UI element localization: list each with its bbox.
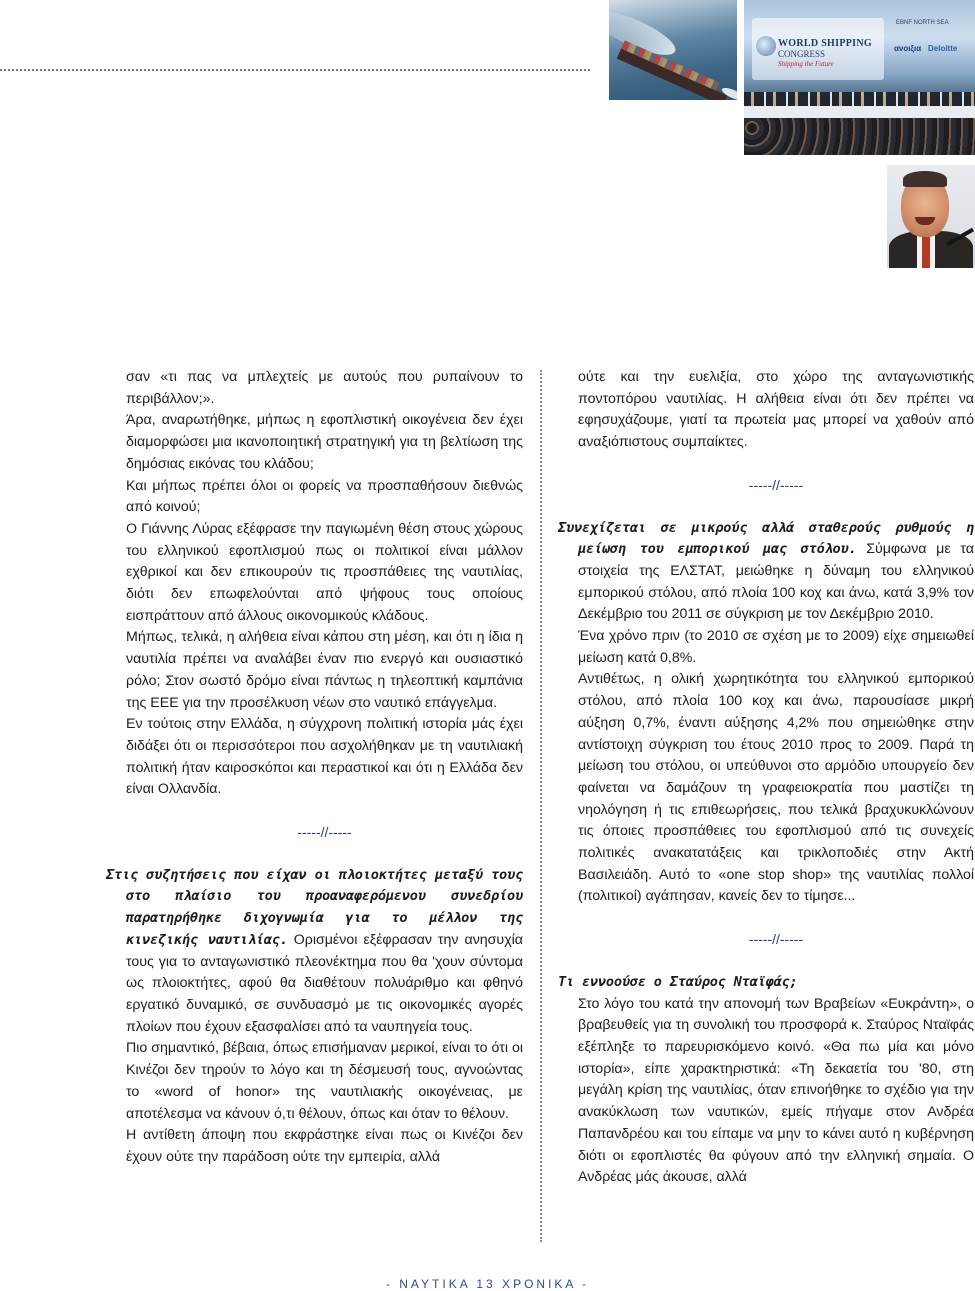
left-paragraph-8: Η αντίθετη άποψη που εκφράστηκε είναι πως οι Κινέζοι δεν έχουν ούτε την παράδοση ούτε την εμπειρία, αλλά	[126, 1127, 523, 1165]
right-section-heading-2: Τι εννοούσε ο Σταύρος Νταϊφάς;	[558, 973, 798, 990]
right-section-heading-2-paragraph	[558, 972, 974, 994]
left-paragraph-1: σαν «τι πας να μπλεχτείς με αυτούς που ρυπαίνουν το περιβάλλον;».	[126, 369, 523, 407]
top-dotted-rule	[0, 69, 590, 71]
left-section-heading-tail: Ορισμένοι εξέφρασαν την ανησυχία τους για το ανταγωνιστικό πλεονέκτημα που θα 'χουν σύντομα ως πλοιοκτήτες, αφού θα διαθέτουν πολυάριθμο και φθηνό εργατικό δυναμικό, σε συνδυασμό με τις οικονομικές αγορές πλοίων που έχουν εξασφαλίσει από τα ναυπηγεία τους.	[126, 931, 523, 1035]
sponsor-logo-2: Deloitte	[928, 44, 958, 53]
left-paragraph-4: Ο Γιάννης Λύρας εξέφρασε την παγιωμένη θέση στους χώρους του ελληνικού εφοπλισμού πως οι πολιτικοί είναι μάλλον εχθρικοί και δεν επικουρούν τις προσπάθειες της ναυτιλίας, διότι δεν επωφελούνται από ψήφους τους οποίους εισπράττουν από άλλους οικονομικούς κλάδους.	[126, 520, 523, 624]
right-paragraph-3: Αντιθέτως, η ολική χωρητικότητα του ελληνικού εμπορικού στόλου, από πλοία 100 κοχ και άνω, παρουσίασε μικρή αύξηση 0,7%, έναντι αύξησης 4,2% που σημειώθηκε στην αντίστοιχη σύγκριση του έτους 2010 προς το 2009. Παρά τη μείωση του στόλου, οι υπεύθυνοι στο αρμόδιο υπουργείο δεν φαίνεται να δαμάζουν τη γραφειοκρατία που μαστίζει τη νηολόγηση ή τις επιθεωρήσεις, που τελικά βραχυκυκλώνουν τις όποιες προσπάθειες του εφοπλισμού από τις συνεχείς πολιτικές ανακατατάξεις και τρικλοποδιές στην Ακτή Βασιλειάδη. Αυτό το «one stop shop» της ναυτιλίας πολλοί (πολιτικοί) αγάπησαν, κανείς δεν το τίμησε...	[578, 671, 974, 905]
right-paragraph-4: Στο λόγο του κατά την απονομή των Βραβείων «Ευκράντη», ο βραβευθείς για τη συνολική του προσφορά κ. Σταύρος Νταϊφάς εξέπληξε το παρευρισκόμενο κοινό. «Θα πω μία και μόνο ιστορία», είπε χαρακτηριστικά: «Τη δεκαετία του '80, στη μεγάλη κρίση της ναυτιλίας, όταν επινοήθηκε το σχέδιο για την ανακύκλωση των ναυτικών, εμείς πήγαμε στον Ανδρέα Παπανδρέου και του είπαμε να μην το κάνει αυτό η κυβέρνηση διότι οι εφοπλιστές θα φύγουν από την ελληνική σημαία. Ο Ανδρέας μάς άκουσε, αλλά	[578, 995, 974, 1186]
left-paragraph-3: Και μήπως πρέπει όλοι οι φορείς να προσπαθήσουν διεθνώς από κοινού;	[126, 477, 523, 516]
congress-globe-logo	[756, 36, 776, 56]
world-shipping-congress-photo	[744, 0, 975, 155]
left-paragraph-5: Μήπως, τελικά, η αλήθεια είναι κάπου στη μέση, και ότι η ίδια η ναυτιλία πρέπει να αναλάβει έναν πιο ενεργό και ουσιαστικό ρόλο; Στον σωστό δρόμο είναι πάντως η τηλεοπτική καμπάνια της ΕΕΕ για την προσέλκυση νέων στο ναυτικό επάγγελμα.	[126, 629, 523, 711]
sponsor-small: EBNF NORTH SEA	[896, 20, 949, 26]
congress-banner-subtitle: CONGRESS	[778, 49, 826, 59]
right-section-heading-1-paragraph	[558, 518, 974, 627]
left-section-heading-paragraph	[106, 865, 523, 1039]
speaker-portrait-photo	[887, 165, 975, 268]
left-paragraph-6: Εν τούτοις στην Ελλάδα, η σύγχρονη πολιτική ιστορία μάς έχει διδάξει ότι οι περισσότεροι που ασχολήθηκαν με τη ναυτιλιακή πολιτική ήταν καιροσκόποι και περαστικοί και ότι η Ελλάδα δεν είναι Ολλανδία.	[126, 716, 523, 798]
right-column	[558, 367, 974, 1189]
container-ship-photo	[609, 0, 737, 100]
right-paragraph-2: Ένα χρόνο πριν (το 2010 σε σχέση με το 2009) είχε σημειωθεί μείωση κατά 0,8%.	[578, 628, 974, 666]
right-section-heading-1-tail: Σύμφωνα με τα στοιχεία της ΕΛΣΤΑΤ, μειώθηκε η δύναμη του ελληνικού εμπορικού στόλου, από πλοία 100 κοχ και άνω, κατά 3,9% τον Δεκέμβριο του 2011 σε σύγκριση με τον Δεκέμβριο 2010.	[578, 541, 974, 623]
right-section-heading-1: Συνεχίζεται σε μικρούς αλλά σταθερούς ρυθμούς η μείωση του εμπορικού μας στόλου.	[558, 519, 974, 558]
right-paragraph-1: ούτε και την ευελιξία, στο χώρο της ανταγωνιστικής ποντοπόρου ναυτιλίας. Η αλήθεια είναι ότι δεν πρέπει να εφησυχάζουμε, γιατί τα πρωτεία μας μπορεί να χαθούν από αναξιόπιστους συμπαίκτες.	[578, 369, 974, 451]
congress-banner-tagline: Shipping the Future	[778, 60, 834, 68]
left-separator: -----//-----	[297, 824, 352, 841]
left-paragraph-2: Άρα, αναρωτήθηκε, μήπως η εφοπλιστική οικογένεια δεν έχει διαμορφώσει μια ικανοποιητική στρατηγική για τη βελτίωση της δημόσιας εικόνας του κλάδου;	[126, 412, 523, 472]
left-column	[106, 367, 523, 1169]
sponsor-logo-1: ανοιξια	[894, 44, 922, 53]
right-separator-1: -----//-----	[748, 476, 804, 493]
left-paragraph-7: Πιο σημαντικό, βέβαια, όπως επισήμαναν μερικοί, είναι το ότι οι Κινέζοι δεν τηρούν το λόγο και τη δέσμευσή τους, αγνοώντας το «word of honor» της ναυτιλιακής οικογένειας, με αποτέλεσμα να κάνουν ό,τι θέλουν, όπως και όταν το θέλουν.	[126, 1040, 523, 1122]
left-section-heading: Στις συζητήσεις που είχαν οι πλοιοκτήτες μεταξύ τους στο πλαίσιο του προαναφερόμενου συνεδρίου παρατηρήθηκε διχογνωμία για το μέλλον της κινεζικής ναυτιλίας.	[106, 866, 523, 948]
page-footer: - ΝΑΥΤΙΚΑ 13 ΧΡΟΝΙΚΑ -	[385, 1277, 590, 1291]
right-separator-2: -----//-----	[748, 931, 804, 948]
congress-banner-title: WORLD SHIPPING	[778, 38, 872, 49]
column-divider	[540, 370, 542, 1242]
